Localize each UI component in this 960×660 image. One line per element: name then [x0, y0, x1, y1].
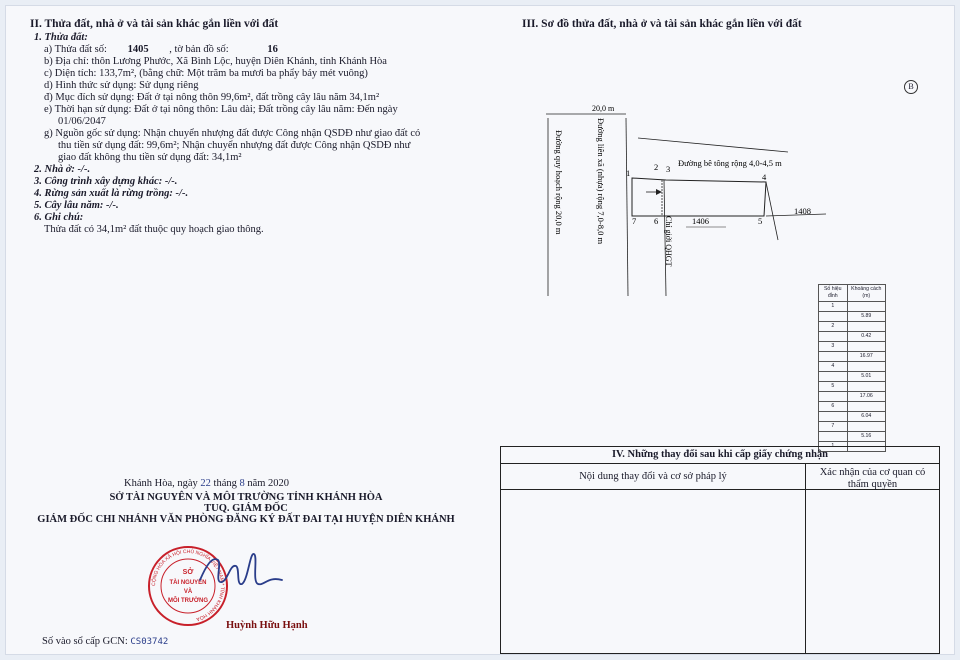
vertex-cell [819, 432, 848, 442]
parcel-outline [632, 178, 766, 216]
signer-name: Huỳnh Hữu Hạnh [226, 620, 308, 631]
table-header: Số hiệu đỉnh [819, 285, 848, 302]
vertex-cell: 3 [819, 342, 848, 352]
changes-table [500, 446, 940, 654]
point-2: 2 [654, 162, 659, 172]
seal-ring-text: CỘNG HÒA XÃ HỘI CHỦ NGHĨA VIỆT NAM * TỈNH KHÁNH HÒA [150, 548, 226, 622]
distance-cell [847, 402, 885, 412]
table-row [819, 332, 886, 342]
distance-cell: 16.97 [847, 352, 885, 362]
vertex-cell: 6 [819, 402, 848, 412]
badge-b: B [904, 80, 918, 94]
vertex-cell [819, 372, 848, 382]
date-month: 8 [239, 478, 245, 489]
point-4: 4 [762, 172, 767, 182]
gcn-record [42, 636, 168, 647]
map-sheet-number: 16 [267, 44, 278, 55]
forest-line: 4. Rừng sản xuất là rừng trồng: -/-. [34, 188, 189, 199]
point-7: 7 [632, 216, 637, 226]
table-row [819, 402, 886, 412]
distance-cell [847, 382, 885, 392]
role-title: TUQ. GIÁM ĐỐC [204, 503, 288, 514]
vertex-cell: 1 [819, 442, 848, 452]
purpose-line: đ) Mục đích sử dụng: Đất ở tại nông thôn 99,6m², đất trồng cây lâu năm 34,1m² [44, 92, 380, 103]
origin-line-3: giao đất không thu tiền sử dụng đất: 34,1m² [58, 152, 242, 163]
distance-cell: 0.42 [847, 332, 885, 342]
area-line: c) Diện tích: 133,7m², (bằng chữ: Một trăm ba mươi ba phẩy bảy mét vuông) [44, 68, 368, 79]
address-line: b) Địa chỉ: thôn Lương Phước, Xã Bình Lộc, huyện Diên Khánh, tỉnh Khánh Hòa [44, 56, 387, 67]
seal-line-4: MÔI TRƯỜNG [167, 598, 209, 604]
land-heading: 1. Thửa đất: [34, 32, 88, 43]
table-row [819, 322, 886, 332]
table-row [819, 432, 886, 442]
distance-cell: 5.16 [847, 432, 885, 442]
vertex-cell: 2 [819, 322, 848, 332]
distance-table [818, 284, 886, 452]
signature-block [26, 492, 466, 525]
parcel-1406-label: 1406 [692, 216, 709, 226]
date-year: năm 2020 [247, 478, 290, 489]
concrete-road-label: Đường bê tông rộng 4,0-4,5 m [678, 158, 782, 168]
works-line: 3. Công trình xây dựng khác: -/-. [34, 176, 178, 187]
origin-line-1: g) Nguồn gốc sử dụng: Nhận chuyển nhượng đất được Công nhận QSDĐ như giao đất có [44, 128, 421, 139]
table-row [819, 342, 886, 352]
vertex-cell: 7 [819, 422, 848, 432]
vertex-cell [819, 332, 848, 342]
changes-col2-header: Xác nhận của cơ quan có thẩm quyền [806, 464, 939, 490]
distance-cell [847, 322, 885, 332]
section-ii-title: II. Thửa đất, nhà ở và tài sản khác gắn liền với đất [30, 18, 279, 30]
distance-cell [847, 342, 885, 352]
table-row [819, 422, 886, 432]
vertex-cell: 5 [819, 382, 848, 392]
concrete-road-edge [638, 138, 788, 152]
seal-line-3: VÀ [183, 589, 193, 595]
house-line: 2. Nhà ở: -/-. [34, 164, 91, 175]
vertex-cell [819, 412, 848, 422]
table-row [819, 352, 886, 362]
table-row [819, 312, 886, 322]
table-row [819, 302, 886, 312]
vertex-cell: 4 [819, 362, 848, 372]
distance-cell [847, 302, 885, 312]
issue-date [124, 478, 289, 489]
seal-line-1: SỞ [182, 569, 194, 576]
origin-line-2: thu tiền sử dụng đất: 99,6m²; Nhận chuyển nhượng đất được Công nhận QSDĐ như [58, 140, 411, 151]
department-name: SỞ TÀI NGUYÊN VÀ MÔI TRƯỜNG TỈNH KHÁNH HÒA [109, 492, 383, 503]
certificate-page [6, 6, 954, 654]
distance-cell: 5.89 [847, 312, 885, 322]
gcn-label: Số vào sổ cấp GCN: [42, 636, 128, 647]
table-header: Khoảng cách (m) [847, 285, 885, 302]
notes-text: Thửa đất có 34,1m² đất thuộc quy hoạch giao thông. [44, 224, 264, 235]
vertex-cell [819, 312, 848, 322]
section-iii-title: III. Sơ đồ thửa đất, nhà ở và tài sản khác gắn liền với đất [522, 18, 802, 30]
date-day: 22 [200, 478, 211, 489]
vertex-cell [819, 392, 848, 402]
term-line-2: 01/06/2047 [58, 116, 106, 127]
table-row [819, 372, 886, 382]
parcel-number: 1405 [127, 44, 149, 55]
boundary-label: Chỉ giới QHGT [664, 216, 673, 267]
date-prefix: Khánh Hòa, ngày [124, 478, 198, 489]
point-3: 3 [666, 164, 671, 174]
office-title: GIÁM ĐỐC CHI NHÁNH VĂN PHÒNG ĐĂNG KÝ ĐẤT ĐAI TẠI HUYỆN DIÊN KHÁNH [37, 514, 455, 525]
neighbor-boundary [766, 182, 778, 240]
use-form-line: d) Hình thức sử dụng: Sử dụng riêng [44, 80, 199, 91]
section-land-info [30, 18, 480, 236]
changes-title: IV. Những thay đổi sau khi cấp giấy chứng nhận [501, 447, 939, 464]
gcn-number: CS03742 [130, 637, 169, 647]
handwritten-signature [196, 546, 286, 596]
planned-road-edge-2 [626, 118, 631, 296]
term-line-1: e) Thời hạn sử dụng: Đất ở tại nông thôn: Lâu dài; Đất trồng cây lâu năm: Đến ngày [44, 104, 398, 115]
changes-col1-header: Nội dung thay đổi và cơ sở pháp lý [501, 464, 805, 490]
table-row [819, 392, 886, 402]
distance-cell [847, 362, 885, 372]
distance-cell [847, 422, 885, 432]
table-row [819, 362, 886, 372]
point-1: 1 [626, 168, 631, 178]
distance-cell: 6.04 [847, 412, 885, 422]
parcel-diagram [526, 100, 826, 300]
changes-confirm-column [806, 464, 939, 653]
parcel-1408-label: 1408 [794, 206, 811, 216]
point-5: 5 [758, 216, 763, 226]
seal-line-2: TÀI NGUYÊN [169, 580, 207, 586]
vertex-cell: 1 [819, 302, 848, 312]
changes-content-column [501, 464, 806, 653]
parcel-prefix: a) Thửa đất số: [44, 44, 107, 55]
parcel-line [44, 44, 480, 56]
commune-road-label: Đường liên xã (nhựa) rộng 7,0-8,0 m [596, 118, 606, 245]
planned-road-label: Đường quy hoạch rộng 20,0 m [554, 130, 564, 235]
distance-cell: 5.01 [847, 372, 885, 382]
vertex-cell [819, 352, 848, 362]
distance-cell: 17.06 [847, 392, 885, 402]
perennial-line: 5. Cây lâu năm: -/-. [34, 200, 119, 211]
table-row [819, 412, 886, 422]
map-sheet-label: , tờ bản đồ số: [169, 44, 229, 55]
notes-heading: 6. Ghi chú: [34, 212, 84, 223]
distance-table-body [819, 302, 886, 452]
table-row [819, 382, 886, 392]
width-label: 20,0 m [592, 104, 615, 113]
date-month-label: tháng [213, 478, 237, 489]
point-6: 6 [654, 216, 659, 226]
